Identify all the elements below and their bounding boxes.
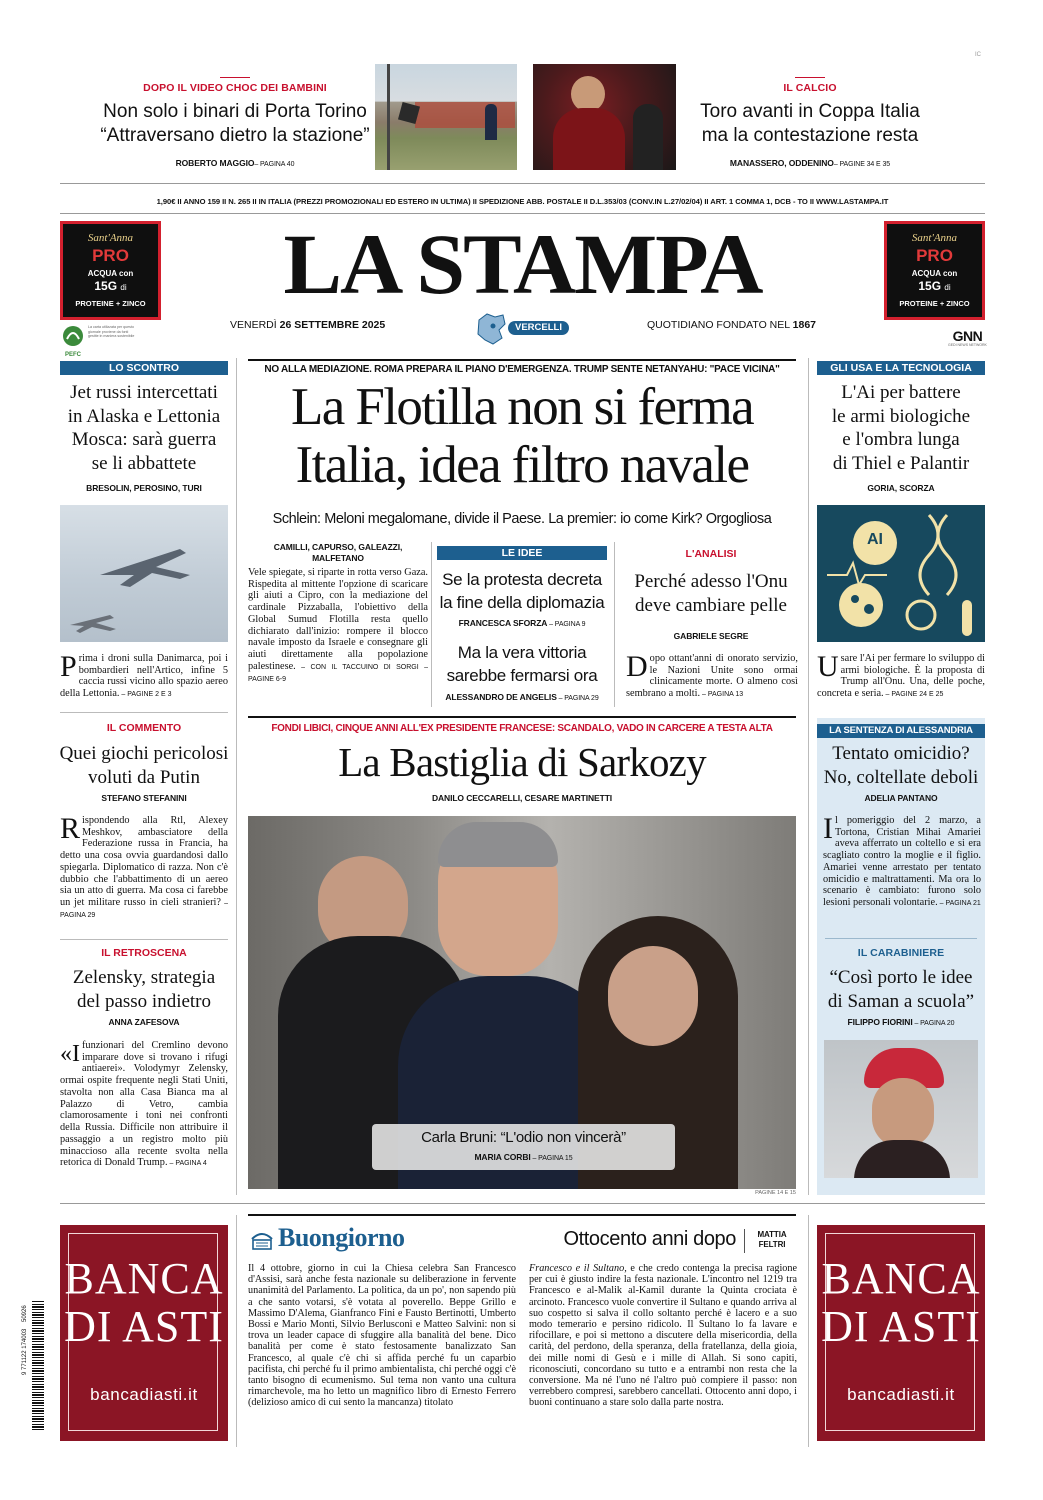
headline-line: “Così porto le idee [829,967,973,988]
ad-amount [887,279,982,293]
water-ad-right[interactable] [884,221,985,320]
ideas1-byline [437,618,607,628]
left-s1-label: LO SCONTRO [60,361,228,375]
top-divider [60,183,985,184]
kicker-rule [795,77,825,78]
article-text: e che credo contenga la precisa ragione per cui è giusto indire la festa nazionale. L'incontro nel 1219 tra Francesco e al-Malik al-Kamil durante la Quinta crociata è arcinoto. Francesco vuole convertire il Sultano e quando arriva al suo cospetto si salva il collo soltanto perché è lacero e a suo modo temerario e persino ridicolo. Il Sultano lo fa lavare e rifocillare, e poi si mettono a discutere della misericordia, della carità, del perdono, della speranza, della fratellanza, della gioia, dei mille nomi di Gesù e i mille di Allah. Si sono capiti, riconosciuti, concordano su tutto e a entrambi non resta che la conversione. Ma né l'uno né l'altro può compiere il passo: non verrebbero compresi, sarebbero cancellati. Ottocento anni dopo, i buoni continuano a stare solo dalla parte nostra. [529,1263,797,1409]
section-rule [248,716,796,718]
headline-line: Mosca: sarà guerra [71,429,217,450]
gnn-text: GNN [952,328,983,344]
ad-footer: PROTEINE + ZINCO [899,299,970,308]
right-s3-label: IL CARABINIERE [857,947,945,959]
right-s2-headline[interactable] [812,742,990,789]
headline-line: la fine della diplomazia [439,593,605,612]
column-rule [808,1215,809,1447]
ad-desc: ACQUA con [911,269,958,278]
lead-kicker: NO ALLA MEDIAZIONE. ROMA PREPARA IL PIANO D'EMERGENZA. TRUMP SENTE NETANYAHU: "PACE VICINA" [264,364,780,375]
ideas1-headline[interactable] [432,568,612,614]
column-rule [808,358,809,1195]
byline-line: CAMILLI, CAPURSO, GALEAZZI, [273,542,403,552]
dropcap: D [626,650,648,683]
gnn-sub: GEDI NEWS NETWORK [948,343,987,347]
water-ad-left[interactable] [60,221,161,320]
ad-amount-value: 15G [918,279,942,293]
region-map-icon [475,312,507,346]
top-right-headline-line: ma la contestazione resta [701,125,919,146]
kicker-rule [220,77,250,78]
dropcap: U [817,650,839,683]
right-s3-headline[interactable] [812,966,990,1013]
headline-line: se li abbattete [91,452,197,474]
photo-face [571,76,605,112]
photo-credit: PAGINE 14 E 15 [755,1190,796,1196]
headline-line: voluti da Putin [88,766,200,788]
right-s2-byline: ADELIA PANTANO [864,793,938,803]
bank-ad-left[interactable] [60,1225,228,1441]
byline-author: ALESSANDRO DE ANGELIS [445,692,557,702]
jet-graphic [60,505,228,642]
date-value: 26 SETTEMBRE 2025 [279,319,386,331]
barcode-bars [32,1300,44,1430]
headline-line: in Alaska e Lettonia [67,405,221,427]
article-text: opo ottant'anni di onorato servizio, le Nazioni Unite sono ormai clinicamente morte. O almeno così sembrano a molti. [626,653,798,700]
sarkozy-byline: DANILO CECCARELLI, CESARE MARTINETTI [431,793,613,803]
top-right-photo[interactable] [533,64,676,170]
top-right-headline-line: Toro avanti in Coppa Italia [700,101,920,122]
barcode-code: 50926 [22,1305,28,1322]
pefc-logo [60,325,86,358]
masthead-founded [600,319,816,331]
photo-player [633,104,663,170]
headline-line: di Thiel e Palantir [832,452,970,474]
masthead-title[interactable]: LA STAMPA [283,216,762,312]
headline-line: L'Ai per battere [841,382,961,403]
analysis-label: L'ANALISI [685,548,737,560]
sarkozy-kicker: FONDI LIBICI, CINQUE ANNI ALL'EX PRESIDENTE FRANCESE: SCANDALO, VADO IN CARCERE A TESTA ALTA [271,723,773,734]
photo-jersey [553,108,625,170]
buongiorno-title[interactable]: Buongiorno [278,1223,405,1252]
buongiorno-col-2 [529,1263,797,1409]
page-ref: – PAGINA 4 [167,1160,207,1168]
headline-line: Ma la vera vittoria [457,643,587,662]
page-ref: – PAGINA 20 [912,1020,955,1027]
byline-line: MALFETANO [312,553,364,563]
right-s3-photo[interactable] [824,1040,978,1178]
buongiorno-headline[interactable]: Ottocento anni dopo [563,1228,736,1250]
pefc-note: La carta utilizzata per questo giornale proviene da fonti gestite in maniera sostenibile [88,325,135,339]
bank-url: bancadiasti.it [847,1385,955,1404]
bank-line-2: DI ASTI [821,1302,981,1351]
lead-headline-line: Italia, idea filtro navale [295,436,749,494]
headline-line: sarebbe fermarsi ora [446,666,598,685]
headline-line: del passo indietro [76,990,212,1012]
author-line: MATTIA [757,1230,787,1239]
left-s2-headline[interactable] [55,742,233,789]
headline-line: Zelensky, strategia [72,967,216,988]
photo-caption-box[interactable] [372,1124,675,1170]
photo-byline [372,1152,675,1162]
lead-text [248,567,428,684]
info-line: 1,90€ II ANNO 159 II N. 265 II IN ITALIA (PREZZI PROMOZIONALI ED ESTERO IN ULTIMA) II SPEDIZIONE ABB. POSTALE II D.L.353/03 (CONV.IN L.27/02/04) II ART. 1 COMMA 1, DCB - TO II WWW.LASTAMPA.IT [156,197,889,206]
left-s1-text [60,650,228,700]
analysis-text [626,650,798,700]
buongiorno-col-1: Il 4 ottobre, giorno in cui la Chiesa celebra San Francesco d'Assisi, sarà anche festa nazionale su deliberazione in fervente unanimità del Parlamento. La politica, da un po', non sapendo più a che santo votarsi, s'è votata al poverello. Beppe Grillo e Massimo D'Alema, Gianfranco Fini e Fausto Bertinotti, Umberto Bossi e Mario Monti, Silvio Berlusconi e Matteo Salvini: non si trova un leader capace di sfuggire alla banalità del bene. Dico banalità per come è stato festosamente banalizzato San Francesco, al quale c'è chi si affida perché fu un caparbio pacifista, chi perché fu il primo ambientalista, chi perché oggi c'è tanto bisogno di ecumenismo. Sul tema non vanto una cultura rimarchevole, ma ho letto un magnifico libro di Ernesto Ferrero (delizioso amico di cui sento la mancanza) titolato [248,1263,516,1409]
ideas2-byline [437,692,607,702]
top-left-headline-line: Non solo i binari di Porta Torino [103,101,367,122]
dropcap: I [823,812,833,845]
page-ref: – PAGINE 24 E 25 [883,691,944,699]
right-s3-byline [817,1017,985,1027]
barcode [32,1300,48,1450]
photo-hair [854,1140,950,1178]
ad-brand: Sant'Anna [911,232,958,244]
page-ref: – PAGINA 15 [530,1155,573,1162]
page-ref: – PAGINA 29 [60,900,228,919]
photo-building [415,102,515,128]
photo-hair [438,822,558,867]
left-s3-byline: ANNA ZAFESOVA [108,1017,180,1027]
ai-bio-graphic [817,505,985,642]
article-text: Vele spiegate, si riparte in rotta verso Gaza. Rispedita al mittente l'opzione di scaricare gli aiuti a Cipro, con la mediazione del cardinale Pizzaballa, l'obiettivo della Global Sumud Flotilla resta quello dichiarato dall'inizio: rompere il blocco navale imposto da Israele e consegnare gli aiuti direttamente alla popolazione palestinese. [248,567,428,672]
newspaper-icon [250,1229,274,1251]
photo-face [872,1078,934,1148]
top-left-kicker: DOPO IL VIDEO CHOC DEI BAMBINI [143,82,327,94]
corner-code: IC [975,52,981,58]
ideas2-headline[interactable] [432,641,612,687]
left-s1-photo[interactable] [60,505,228,642]
headline-line: Se la protesta decreta [442,570,602,589]
byline-author: ROBERTO MAGGIO [175,158,255,168]
top-left-headline-line: “Attraversano dietro la stazione” [100,125,370,146]
ad-desc: ACQUA con [87,269,134,278]
top-right-byline [690,158,930,168]
book-title: Francesco e il Sultano, [529,1263,627,1274]
right-s1-graphic[interactable] [817,505,985,642]
left-s3-headline[interactable] [55,966,233,1013]
ideas-label: LE IDEE [437,546,607,560]
ad-amount [63,279,158,293]
headline-line: No, coltellate deboli [823,766,979,788]
left-s3-label: IL RETROSCENA [101,947,187,959]
analysis-headline[interactable] [617,570,805,617]
founded-prefix: QUOTIDIANO FONDATO NEL [646,319,790,331]
photo-woman-face [608,946,698,1046]
page-ref: – PAGINE 2 E 3 [119,691,172,699]
photo-pole [387,64,390,170]
article-text: funzionari del Cremlino devono imparare dove si trovano i rifugi antiaerei». Volodymyr Zelensky, ormai ospite frequente negli Stati Uniti, stavolta non alla Casa Bianca ma al Palazzo di Vetro, cambia clamorosamente i toni nei confronti della Russia. Difficile non attribuire il passaggio a un registro molto più minaccioso alla recente svolta nella retorica di Donald Trump. [60,1040,228,1169]
byline-author: MARIA CORBI [474,1152,531,1162]
page-ref: – CON IL TACCUINO DI SORGI – PAGINE 6-9 [248,663,428,683]
dropcap: «I [60,1041,80,1067]
article-text: l pomeriggio del 2 marzo, a Tortona, Cristian Mihai Amariei aveva afferrato un coltello e si era scagliato contro la moglie e il figlio. Amariei venne arrestato per tentato omicidio e maltrattamenti. Ma ora lo scenario è cambiato: furono solo lesioni personali volontarie. [823,815,981,909]
bottom-divider [60,1203,985,1204]
gnn-logo [948,328,987,347]
analysis-byline: GABRIELE SEGRE [673,631,749,641]
column-rule [236,358,237,1195]
right-s1-byline: GORIA, SCORZA [867,483,935,493]
photo-person [485,104,497,140]
lead-headline-line: La Flotilla non si ferma [290,378,754,436]
right-s1-text [817,650,985,700]
ad-amount-value: 15G [94,279,118,293]
byline-author: FILIPPO FIORINI [847,1017,913,1027]
headline-line: Jet russi intercettati [70,382,218,403]
sarkozy-headline[interactable]: La Bastiglia di Sarkozy [338,739,706,785]
ad-brand: Sant'Anna [87,232,134,244]
article-text: rima i droni sulla Danimarca, poi i bombardieri nell'Artico, infine 5 caccia russi vicino allo spazio aereo della Lettonia. [60,653,228,700]
bank-line-1: BANCA [64,1254,224,1303]
headline-line: le armi biologiche [831,405,971,427]
headline-line: di Saman a scuola” [827,990,975,1012]
left-s2-byline: STEFANO STEFANINI [101,793,187,803]
ad-footer: PROTEINE + ZINCO [75,299,146,308]
left-s2-label: IL COMMENTO [106,722,182,734]
date-prefix: VENERDÌ [230,319,277,331]
page-ref: – PAGINA 40 [254,161,295,168]
barcode-number: 9 771122 174003 [22,1328,28,1375]
top-left-photo[interactable] [375,64,517,170]
bank-ad-right[interactable] [817,1225,985,1441]
right-s1-label: GLI USA E LA TECNOLOGIA [817,361,985,375]
founded-year: 1867 [792,319,816,331]
top-left-byline [90,158,380,168]
buongiorno-rule [248,1214,796,1216]
lead-top-rule [248,359,796,361]
photo-caption: Carla Bruni: “L'odio non vincerà” [421,1129,626,1146]
byline-author: MANASSERO, ODDENINO [729,158,834,168]
top-right-kicker: IL CALCIO [783,82,837,94]
section-divider [60,712,228,713]
column-rule [614,542,615,707]
right-s2-text [823,812,981,909]
page-ref: – PAGINA 29 [556,695,599,702]
page-ref: – PAGINA 9 [547,621,586,628]
top-left-headline[interactable] [80,100,390,148]
buongiorno-author [748,1230,796,1250]
lead-byline [248,542,428,564]
headline-line: Quei giochi pericolosi [59,743,229,764]
right-s1-headline[interactable] [812,381,990,475]
headline-line: Perché adesso l'Onu [634,571,788,592]
ad-amount-unit: di [120,283,127,292]
ai-graphic-text: AI [867,531,883,548]
bank-url: bancadiasti.it [90,1385,198,1404]
dropcap: R [60,812,81,845]
author-line: FELTRI [758,1240,786,1249]
page-ref: – PAGINA 13 [700,691,744,699]
right-s2-label: LA SENTENZA DI ALESSANDRIA [817,724,985,738]
page-ref: – PAGINA 21 [937,900,981,908]
pefc-text: PEFC [64,352,81,358]
ad-line: PRO [916,246,953,265]
page-ref: – PAGINE 34 E 35 [833,161,891,168]
edition-badge[interactable]: VERCELLI [508,321,569,335]
lead-subheadline: Schlein: Meloni megalomane, divide il Paese. La premier: io come Kirk? Orgogliosa [272,511,772,527]
article-text: ispondendo alla Rtl, Alexey Meshkov, ambasciatore della Federazione russa in Francia, ha detto una cosa ovvia guardandosi dallo spiegarla. Diplomatico di razza. Non c'è dubbio che l'abbattimento di un aereo sia un atto di guerra. Ma cosa ci farebbe un jet militare russo in cieli stranieri? [60,815,228,909]
lead-headline[interactable] [240,378,804,494]
byline-author: FRANCESCA SFORZA [458,618,548,628]
dropcap: P [60,650,77,683]
headline-line: deve cambiare pelle [635,594,787,616]
left-s1-byline: BRESOLIN, PEROSINO, TURI [86,483,202,493]
left-s3-text [60,1040,228,1169]
left-s1-headline[interactable] [55,381,233,475]
bank-line-2: DI ASTI [64,1302,224,1351]
article-text: sare l'Ai per fermare lo sviluppo di armi biologiche. È la proposta di Trump all'Onu. Una, delle poche, concreta e seria. [817,653,985,700]
headline-line: Tentato omicidio? [832,743,970,764]
title-separator [744,1229,745,1253]
headline-line: e l'ombra lunga [842,429,960,450]
masthead-date [230,319,385,331]
ad-amount-unit: di [944,283,951,292]
top-right-headline[interactable] [680,100,940,148]
left-s2-text [60,812,228,921]
section-divider [60,939,228,940]
bank-line-1: BANCA [821,1254,981,1303]
column-rule [236,1215,237,1447]
ad-line: PRO [92,246,129,265]
section-divider [825,938,977,939]
